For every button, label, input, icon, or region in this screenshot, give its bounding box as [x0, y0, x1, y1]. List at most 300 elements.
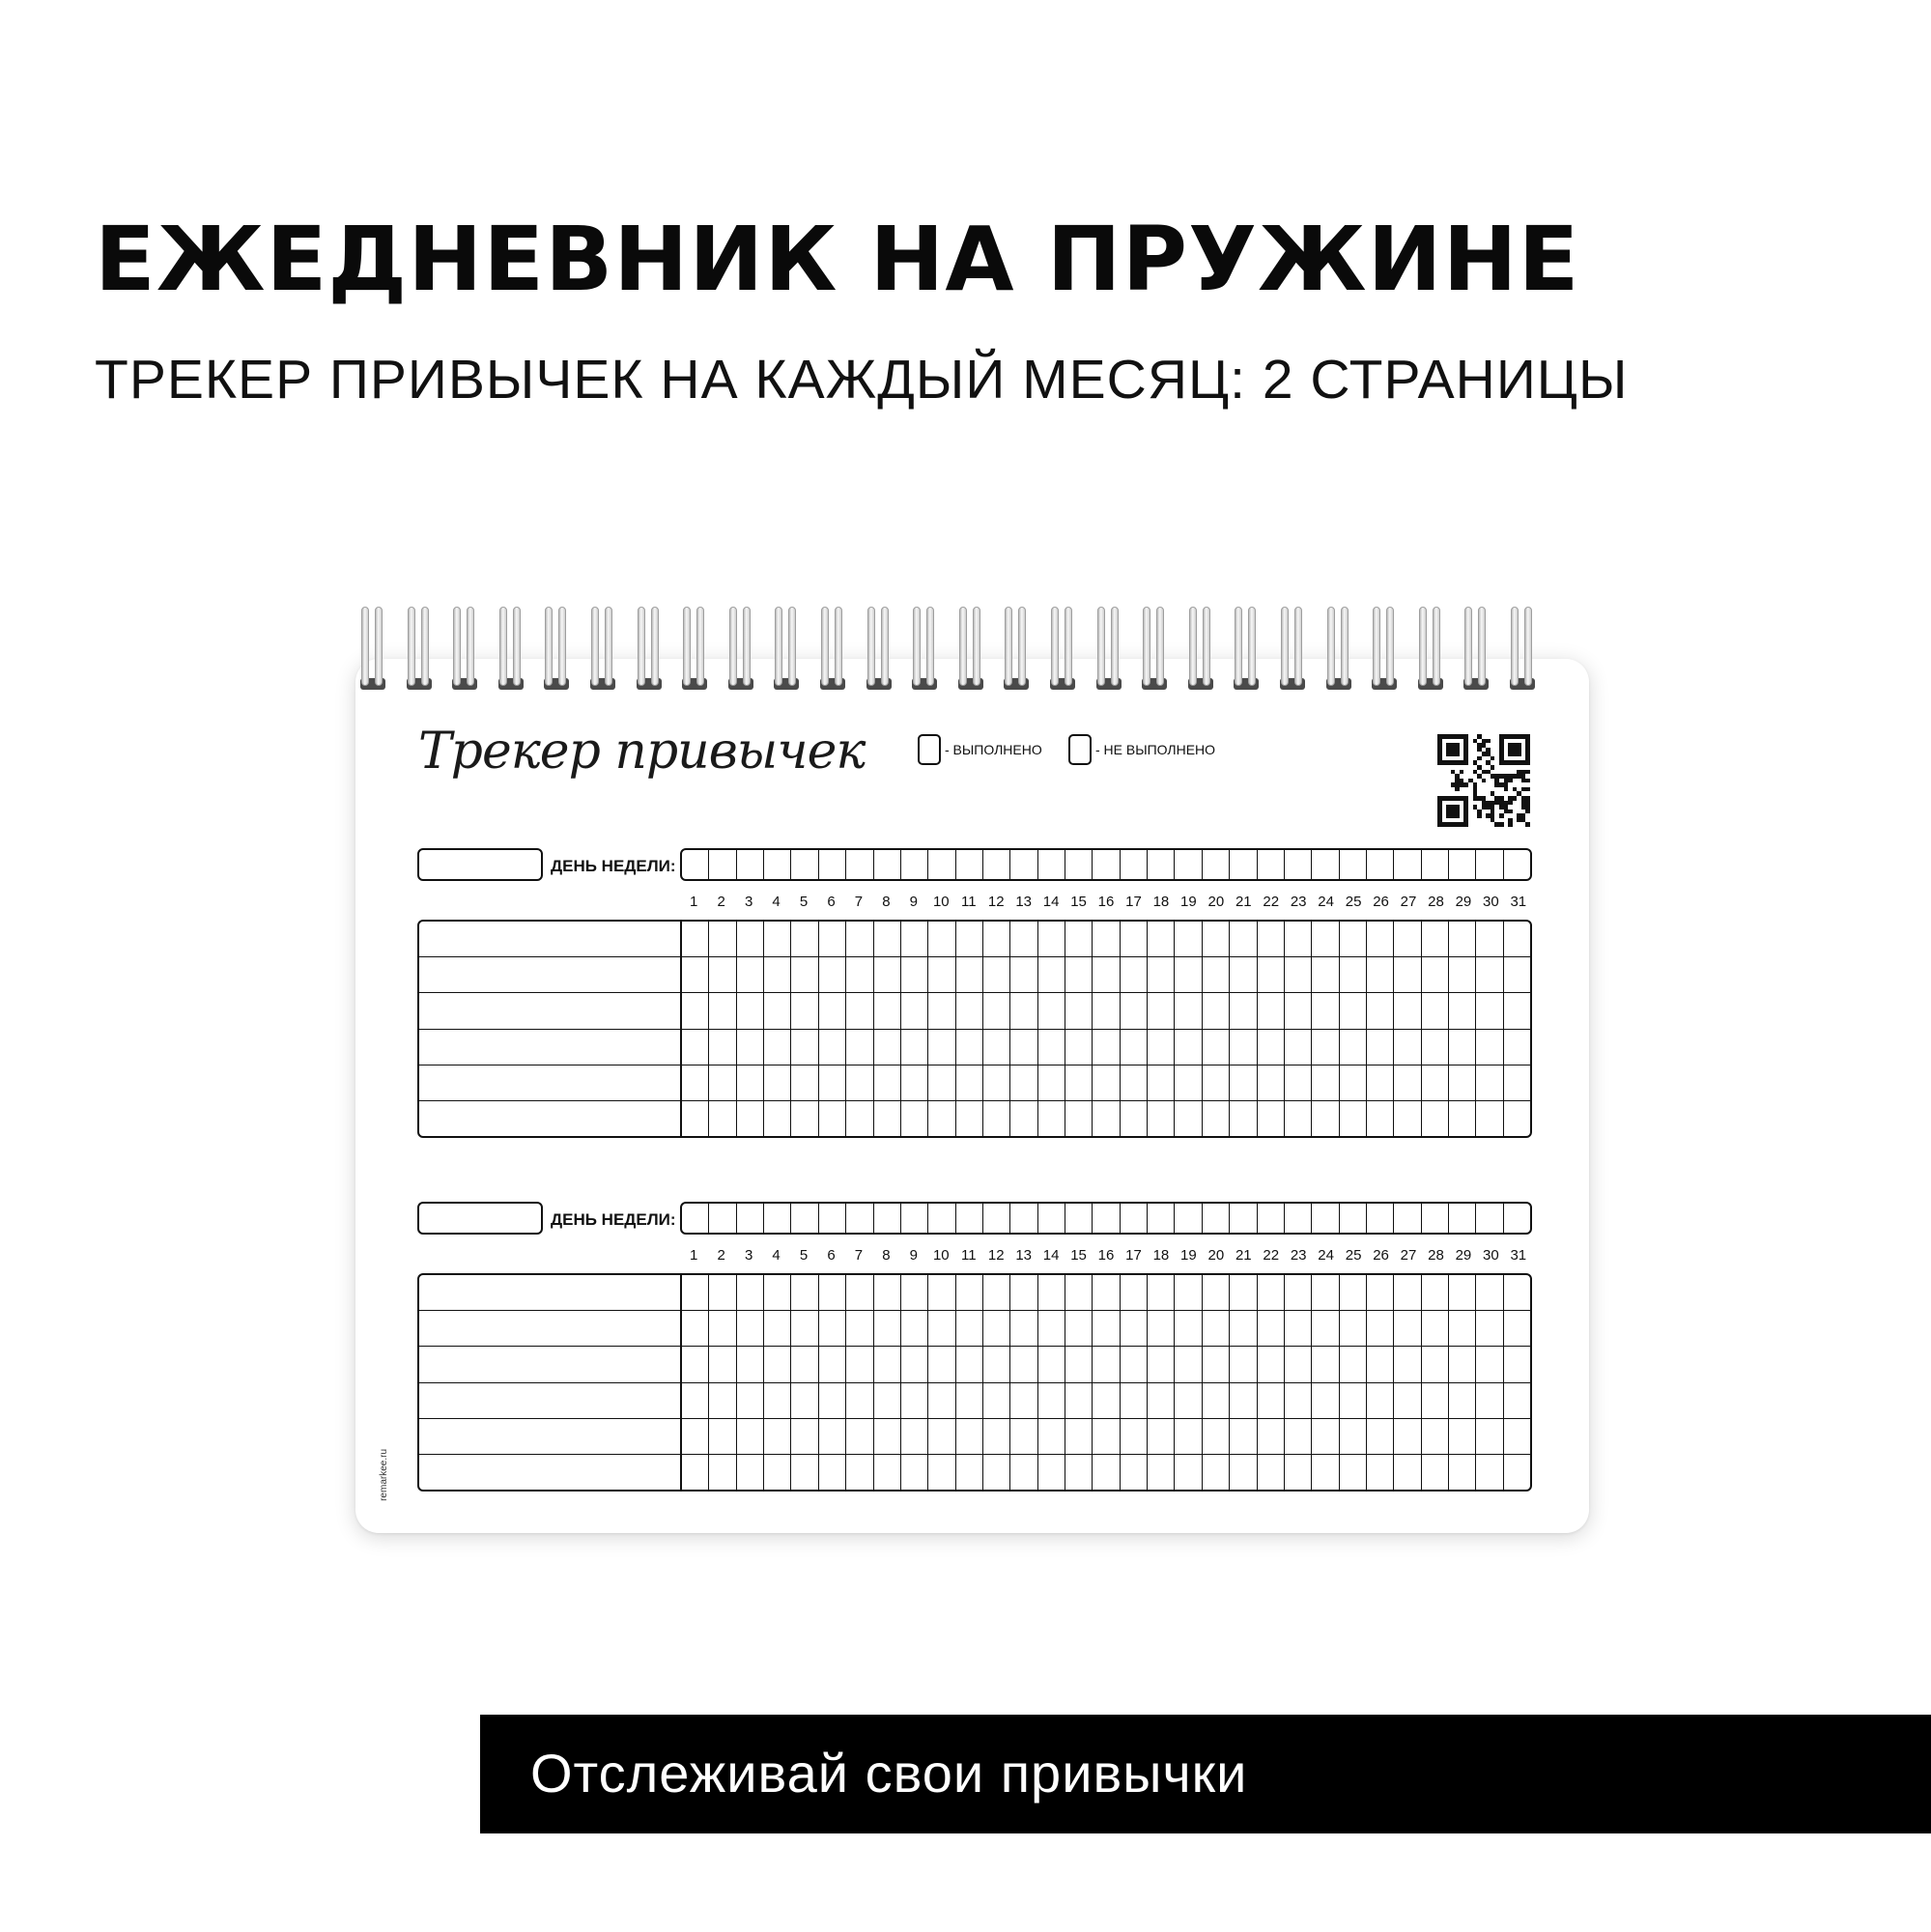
habit-day-cell[interactable] — [874, 1419, 901, 1454]
habit-day-cell[interactable] — [819, 922, 846, 956]
habit-day-cell[interactable] — [901, 993, 928, 1028]
weekday-cell[interactable] — [764, 1204, 791, 1233]
habit-day-cell[interactable] — [1230, 993, 1257, 1028]
habit-day-cell[interactable] — [764, 993, 791, 1028]
habit-day-cell[interactable] — [1093, 1101, 1120, 1136]
habit-day-cell[interactable] — [901, 922, 928, 956]
habit-day-cell[interactable] — [956, 1455, 983, 1490]
habit-day-cell[interactable] — [791, 1275, 818, 1310]
habit-day-cell[interactable] — [983, 1347, 1010, 1381]
habit-day-cell[interactable] — [709, 1030, 736, 1065]
habit-day-cell[interactable] — [1230, 1030, 1257, 1065]
habit-day-cell[interactable] — [1285, 922, 1312, 956]
habit-day-cell[interactable] — [983, 1101, 1010, 1136]
habit-day-cell[interactable] — [1340, 1065, 1367, 1100]
weekday-cell[interactable] — [928, 850, 955, 879]
habit-day-cell[interactable] — [791, 1347, 818, 1381]
habit-day-cell[interactable] — [737, 957, 764, 992]
habit-day-cell[interactable] — [1203, 1383, 1230, 1418]
habit-day-cell[interactable] — [709, 1419, 736, 1454]
habit-name-field[interactable] — [419, 922, 682, 956]
habit-day-cell[interactable] — [1258, 1311, 1285, 1346]
habit-day-cell[interactable] — [1367, 1347, 1394, 1381]
habit-day-cell[interactable] — [1504, 922, 1530, 956]
weekday-cell[interactable] — [1422, 850, 1449, 879]
habit-day-cell[interactable] — [1148, 1275, 1175, 1310]
habit-day-cell[interactable] — [1340, 1101, 1367, 1136]
habit-day-cell[interactable] — [1065, 957, 1093, 992]
habit-day-cell[interactable] — [1093, 1347, 1120, 1381]
habit-day-cell[interactable] — [846, 922, 873, 956]
habit-day-cell[interactable] — [1449, 1275, 1476, 1310]
habit-day-cell[interactable] — [956, 1275, 983, 1310]
habit-day-cell[interactable] — [1065, 1383, 1093, 1418]
habit-day-cell[interactable] — [1476, 1275, 1503, 1310]
habit-day-cell[interactable] — [1121, 922, 1148, 956]
habit-day-cell[interactable] — [1093, 1311, 1120, 1346]
weekday-cell[interactable] — [1065, 1204, 1093, 1233]
habit-day-cell[interactable] — [819, 1275, 846, 1310]
habit-day-cell[interactable] — [1148, 1455, 1175, 1490]
habit-day-cell[interactable] — [682, 1347, 709, 1381]
habit-day-cell[interactable] — [1230, 1065, 1257, 1100]
habit-day-cell[interactable] — [1175, 1065, 1202, 1100]
habit-day-cell[interactable] — [956, 1419, 983, 1454]
habit-day-cell[interactable] — [956, 1065, 983, 1100]
habit-day-cell[interactable] — [1449, 1030, 1476, 1065]
habit-day-cell[interactable] — [1010, 1311, 1037, 1346]
habit-day-cell[interactable] — [1065, 1311, 1093, 1346]
habit-day-cell[interactable] — [1065, 1065, 1093, 1100]
habit-day-cell[interactable] — [1285, 1455, 1312, 1490]
habit-day-cell[interactable] — [1038, 1275, 1065, 1310]
habit-day-cell[interactable] — [1422, 993, 1449, 1028]
habit-day-cell[interactable] — [1285, 1419, 1312, 1454]
weekday-cell[interactable] — [737, 1204, 764, 1233]
habit-day-cell[interactable] — [1312, 1419, 1339, 1454]
habit-day-cell[interactable] — [1285, 1065, 1312, 1100]
habit-day-cell[interactable] — [791, 1030, 818, 1065]
habit-day-cell[interactable] — [1504, 1275, 1530, 1310]
habit-day-cell[interactable] — [1203, 1419, 1230, 1454]
habit-day-cell[interactable] — [1148, 1030, 1175, 1065]
habit-day-cell[interactable] — [764, 1419, 791, 1454]
habit-day-cell[interactable] — [1449, 922, 1476, 956]
habit-day-cell[interactable] — [956, 1383, 983, 1418]
habit-day-cell[interactable] — [901, 1383, 928, 1418]
habit-day-cell[interactable] — [1504, 1311, 1530, 1346]
habit-day-cell[interactable] — [737, 1275, 764, 1310]
habit-day-cell[interactable] — [846, 1455, 873, 1490]
habit-day-cell[interactable] — [1394, 1275, 1421, 1310]
weekday-cell[interactable] — [1148, 1204, 1175, 1233]
habit-day-cell[interactable] — [928, 1419, 955, 1454]
habit-day-cell[interactable] — [1312, 1065, 1339, 1100]
habit-day-cell[interactable] — [1422, 1347, 1449, 1381]
habit-day-cell[interactable] — [1258, 993, 1285, 1028]
habit-day-cell[interactable] — [1093, 1030, 1120, 1065]
habit-day-cell[interactable] — [1230, 922, 1257, 956]
habit-day-cell[interactable] — [709, 922, 736, 956]
habit-day-cell[interactable] — [1449, 1347, 1476, 1381]
habit-day-cell[interactable] — [1367, 957, 1394, 992]
habit-day-cell[interactable] — [1394, 1030, 1421, 1065]
habit-day-cell[interactable] — [1504, 1455, 1530, 1490]
habit-day-cell[interactable] — [1148, 1347, 1175, 1381]
weekday-cell[interactable] — [1476, 1204, 1503, 1233]
habit-day-cell[interactable] — [1258, 1030, 1285, 1065]
weekday-cell[interactable] — [709, 1204, 736, 1233]
weekday-cell[interactable] — [983, 1204, 1010, 1233]
habit-day-cell[interactable] — [1422, 1275, 1449, 1310]
habit-day-cell[interactable] — [928, 957, 955, 992]
habit-day-cell[interactable] — [709, 1455, 736, 1490]
habit-day-cell[interactable] — [874, 1065, 901, 1100]
habit-day-cell[interactable] — [1203, 922, 1230, 956]
habit-day-cell[interactable] — [1258, 1065, 1285, 1100]
habit-day-cell[interactable] — [1394, 1455, 1421, 1490]
habit-day-cell[interactable] — [1230, 1275, 1257, 1310]
habit-day-cell[interactable] — [764, 1455, 791, 1490]
habit-day-cell[interactable] — [956, 1347, 983, 1381]
habit-day-cell[interactable] — [1394, 993, 1421, 1028]
habit-day-cell[interactable] — [1203, 1065, 1230, 1100]
habit-day-cell[interactable] — [1367, 993, 1394, 1028]
habit-day-cell[interactable] — [1504, 1419, 1530, 1454]
habit-day-cell[interactable] — [1010, 957, 1037, 992]
habit-day-cell[interactable] — [1038, 1455, 1065, 1490]
habit-day-cell[interactable] — [819, 1065, 846, 1100]
habit-day-cell[interactable] — [791, 1419, 818, 1454]
habit-day-cell[interactable] — [1121, 1383, 1148, 1418]
habit-day-cell[interactable] — [1148, 1311, 1175, 1346]
habit-day-cell[interactable] — [1148, 1419, 1175, 1454]
habit-day-cell[interactable] — [764, 1383, 791, 1418]
habit-day-cell[interactable] — [1422, 957, 1449, 992]
habit-day-cell[interactable] — [1175, 922, 1202, 956]
habit-day-cell[interactable] — [1148, 957, 1175, 992]
habit-day-cell[interactable] — [1367, 1455, 1394, 1490]
weekday-cell[interactable] — [901, 1204, 928, 1233]
habit-day-cell[interactable] — [1422, 1065, 1449, 1100]
weekday-cell[interactable] — [1065, 850, 1093, 879]
habit-day-cell[interactable] — [1121, 1101, 1148, 1136]
weekday-cell[interactable] — [1312, 850, 1339, 879]
habit-day-cell[interactable] — [1258, 1383, 1285, 1418]
habit-day-cell[interactable] — [1476, 1030, 1503, 1065]
habit-day-cell[interactable] — [1175, 1455, 1202, 1490]
habit-day-cell[interactable] — [901, 1275, 928, 1310]
habit-day-cell[interactable] — [1230, 1101, 1257, 1136]
habit-day-cell[interactable] — [1422, 1030, 1449, 1065]
habit-day-cell[interactable] — [737, 1101, 764, 1136]
habit-day-cell[interactable] — [846, 1383, 873, 1418]
habit-day-cell[interactable] — [846, 1347, 873, 1381]
habit-day-cell[interactable] — [874, 1311, 901, 1346]
habit-day-cell[interactable] — [737, 922, 764, 956]
habit-day-cell[interactable] — [928, 1383, 955, 1418]
habit-day-cell[interactable] — [709, 1101, 736, 1136]
habit-day-cell[interactable] — [983, 993, 1010, 1028]
habit-day-cell[interactable] — [1121, 993, 1148, 1028]
habit-day-cell[interactable] — [1038, 1347, 1065, 1381]
habit-day-cell[interactable] — [1093, 922, 1120, 956]
habit-day-cell[interactable] — [901, 1455, 928, 1490]
habit-day-cell[interactable] — [1476, 993, 1503, 1028]
habit-day-cell[interactable] — [1230, 1347, 1257, 1381]
habit-day-cell[interactable] — [928, 1030, 955, 1065]
habit-day-cell[interactable] — [1476, 1311, 1503, 1346]
month-field[interactable] — [417, 848, 543, 881]
weekday-cell[interactable] — [1121, 1204, 1148, 1233]
habit-day-cell[interactable] — [1285, 1347, 1312, 1381]
habit-day-cell[interactable] — [956, 922, 983, 956]
weekday-cell[interactable] — [874, 850, 901, 879]
habit-day-cell[interactable] — [1065, 1419, 1093, 1454]
habit-day-cell[interactable] — [1394, 1347, 1421, 1381]
habit-day-cell[interactable] — [1504, 1347, 1530, 1381]
habit-day-cell[interactable] — [1422, 1311, 1449, 1346]
habit-day-cell[interactable] — [1367, 1311, 1394, 1346]
habit-day-cell[interactable] — [901, 957, 928, 992]
habit-day-cell[interactable] — [846, 993, 873, 1028]
habit-day-cell[interactable] — [1175, 1311, 1202, 1346]
habit-name-field[interactable] — [419, 1347, 682, 1381]
weekday-cell[interactable] — [1285, 850, 1312, 879]
habit-day-cell[interactable] — [1367, 922, 1394, 956]
habit-day-cell[interactable] — [1504, 1101, 1530, 1136]
weekday-cell[interactable] — [1093, 1204, 1120, 1233]
habit-day-cell[interactable] — [1038, 922, 1065, 956]
habit-day-cell[interactable] — [901, 1347, 928, 1381]
habit-day-cell[interactable] — [1340, 1455, 1367, 1490]
habit-day-cell[interactable] — [928, 1101, 955, 1136]
habit-name-field[interactable] — [419, 1455, 682, 1490]
weekday-cell[interactable] — [709, 850, 736, 879]
habit-day-cell[interactable] — [1367, 1065, 1394, 1100]
habit-day-cell[interactable] — [1175, 1101, 1202, 1136]
habit-day-cell[interactable] — [1449, 1455, 1476, 1490]
habit-day-cell[interactable] — [1093, 1455, 1120, 1490]
weekday-cell[interactable] — [1175, 1204, 1202, 1233]
habit-day-cell[interactable] — [1312, 1275, 1339, 1310]
habit-day-cell[interactable] — [1504, 1065, 1530, 1100]
habit-day-cell[interactable] — [1504, 1030, 1530, 1065]
habit-day-cell[interactable] — [1504, 1383, 1530, 1418]
habit-day-cell[interactable] — [1203, 1030, 1230, 1065]
weekday-cell[interactable] — [874, 1204, 901, 1233]
habit-day-cell[interactable] — [1312, 993, 1339, 1028]
habit-day-cell[interactable] — [1285, 1275, 1312, 1310]
weekday-cell[interactable] — [1175, 850, 1202, 879]
habit-day-cell[interactable] — [1340, 993, 1367, 1028]
habit-day-cell[interactable] — [1476, 1347, 1503, 1381]
habit-day-cell[interactable] — [1065, 1347, 1093, 1381]
habit-day-cell[interactable] — [983, 1383, 1010, 1418]
habit-day-cell[interactable] — [791, 922, 818, 956]
habit-day-cell[interactable] — [1476, 1455, 1503, 1490]
habit-day-cell[interactable] — [1449, 1311, 1476, 1346]
habit-day-cell[interactable] — [737, 1065, 764, 1100]
habit-day-cell[interactable] — [764, 1347, 791, 1381]
habit-day-cell[interactable] — [819, 1383, 846, 1418]
habit-day-cell[interactable] — [874, 922, 901, 956]
habit-day-cell[interactable] — [1175, 1030, 1202, 1065]
habit-day-cell[interactable] — [1230, 1311, 1257, 1346]
habit-day-cell[interactable] — [1065, 1030, 1093, 1065]
weekday-cell[interactable] — [956, 850, 983, 879]
weekday-cell[interactable] — [1504, 850, 1530, 879]
habit-day-cell[interactable] — [1203, 1347, 1230, 1381]
weekday-cell[interactable] — [1394, 1204, 1421, 1233]
habit-day-cell[interactable] — [1175, 1419, 1202, 1454]
weekday-cell[interactable] — [1148, 850, 1175, 879]
habit-day-cell[interactable] — [1010, 1383, 1037, 1418]
habit-day-cell[interactable] — [1422, 922, 1449, 956]
weekday-cell[interactable] — [1010, 1204, 1037, 1233]
habit-day-cell[interactable] — [1422, 1101, 1449, 1136]
habit-day-cell[interactable] — [791, 1383, 818, 1418]
weekday-cell[interactable] — [1038, 1204, 1065, 1233]
habit-name-field[interactable] — [419, 1419, 682, 1454]
habit-day-cell[interactable] — [1065, 993, 1093, 1028]
habit-day-cell[interactable] — [1449, 1065, 1476, 1100]
habit-day-cell[interactable] — [1504, 993, 1530, 1028]
habit-day-cell[interactable] — [1476, 1419, 1503, 1454]
habit-day-cell[interactable] — [1010, 1275, 1037, 1310]
habit-day-cell[interactable] — [819, 993, 846, 1028]
habit-name-field[interactable] — [419, 993, 682, 1028]
habit-day-cell[interactable] — [764, 1101, 791, 1136]
habit-day-cell[interactable] — [1449, 993, 1476, 1028]
habit-day-cell[interactable] — [1093, 1419, 1120, 1454]
weekday-cell[interactable] — [1340, 850, 1367, 879]
habit-name-field[interactable] — [419, 1101, 682, 1136]
habit-day-cell[interactable] — [737, 1383, 764, 1418]
weekday-cell[interactable] — [1312, 1204, 1339, 1233]
habit-day-cell[interactable] — [737, 1419, 764, 1454]
habit-day-cell[interactable] — [1422, 1455, 1449, 1490]
habit-day-cell[interactable] — [1093, 957, 1120, 992]
habit-day-cell[interactable] — [1010, 922, 1037, 956]
habit-day-cell[interactable] — [791, 957, 818, 992]
habit-day-cell[interactable] — [1285, 1030, 1312, 1065]
weekday-cell[interactable] — [1422, 1204, 1449, 1233]
habit-day-cell[interactable] — [1148, 922, 1175, 956]
weekday-cell[interactable] — [1258, 850, 1285, 879]
weekday-cell[interactable] — [819, 850, 846, 879]
habit-day-cell[interactable] — [682, 1030, 709, 1065]
habit-day-cell[interactable] — [1340, 957, 1367, 992]
weekday-cell[interactable] — [737, 850, 764, 879]
habit-day-cell[interactable] — [1203, 1455, 1230, 1490]
habit-day-cell[interactable] — [1285, 1383, 1312, 1418]
habit-name-field[interactable] — [419, 1311, 682, 1346]
weekday-cell[interactable] — [1394, 850, 1421, 879]
habit-day-cell[interactable] — [1203, 1275, 1230, 1310]
habit-day-cell[interactable] — [1010, 1347, 1037, 1381]
habit-day-cell[interactable] — [737, 993, 764, 1028]
habit-day-cell[interactable] — [983, 1419, 1010, 1454]
habit-day-cell[interactable] — [874, 993, 901, 1028]
habit-day-cell[interactable] — [1422, 1383, 1449, 1418]
habit-day-cell[interactable] — [791, 1065, 818, 1100]
habit-day-cell[interactable] — [1258, 957, 1285, 992]
habit-day-cell[interactable] — [1093, 1065, 1120, 1100]
habit-day-cell[interactable] — [737, 1311, 764, 1346]
habit-day-cell[interactable] — [1367, 1275, 1394, 1310]
weekday-cell[interactable] — [846, 1204, 873, 1233]
habit-day-cell[interactable] — [983, 1275, 1010, 1310]
habit-day-cell[interactable] — [764, 922, 791, 956]
habit-day-cell[interactable] — [1476, 922, 1503, 956]
habit-day-cell[interactable] — [1449, 1419, 1476, 1454]
habit-day-cell[interactable] — [928, 922, 955, 956]
habit-day-cell[interactable] — [819, 1030, 846, 1065]
habit-day-cell[interactable] — [1148, 1383, 1175, 1418]
habit-day-cell[interactable] — [1504, 957, 1530, 992]
weekday-cell[interactable] — [1203, 1204, 1230, 1233]
habit-day-cell[interactable] — [1038, 1030, 1065, 1065]
weekday-cell[interactable] — [791, 1204, 818, 1233]
habit-name-field[interactable] — [419, 1383, 682, 1418]
habit-day-cell[interactable] — [1010, 993, 1037, 1028]
habit-name-field[interactable] — [419, 1275, 682, 1310]
habit-name-field[interactable] — [419, 957, 682, 992]
habit-day-cell[interactable] — [764, 1275, 791, 1310]
weekday-cell[interactable] — [1449, 850, 1476, 879]
habit-day-cell[interactable] — [819, 1419, 846, 1454]
habit-day-cell[interactable] — [983, 1455, 1010, 1490]
weekday-cell[interactable] — [791, 850, 818, 879]
habit-day-cell[interactable] — [874, 1383, 901, 1418]
habit-day-cell[interactable] — [819, 1311, 846, 1346]
habit-day-cell[interactable] — [709, 957, 736, 992]
habit-day-cell[interactable] — [1285, 993, 1312, 1028]
habit-day-cell[interactable] — [1312, 922, 1339, 956]
habit-day-cell[interactable] — [1121, 1065, 1148, 1100]
habit-day-cell[interactable] — [1394, 1383, 1421, 1418]
habit-day-cell[interactable] — [1203, 993, 1230, 1028]
habit-day-cell[interactable] — [709, 993, 736, 1028]
habit-day-cell[interactable] — [1010, 1455, 1037, 1490]
habit-day-cell[interactable] — [709, 1347, 736, 1381]
habit-day-cell[interactable] — [1285, 1101, 1312, 1136]
habit-day-cell[interactable] — [1121, 1347, 1148, 1381]
habit-name-field[interactable] — [419, 1030, 682, 1065]
weekday-cell[interactable] — [1285, 1204, 1312, 1233]
habit-day-cell[interactable] — [956, 993, 983, 1028]
habit-day-cell[interactable] — [928, 1311, 955, 1346]
habit-day-cell[interactable] — [901, 1065, 928, 1100]
weekday-cell[interactable] — [1010, 850, 1037, 879]
habit-day-cell[interactable] — [1121, 1419, 1148, 1454]
weekday-cell[interactable] — [983, 850, 1010, 879]
weekday-cell[interactable] — [682, 1204, 709, 1233]
habit-day-cell[interactable] — [682, 993, 709, 1028]
weekday-cell[interactable] — [1203, 850, 1230, 879]
habit-day-cell[interactable] — [682, 1383, 709, 1418]
habit-day-cell[interactable] — [764, 1065, 791, 1100]
habit-day-cell[interactable] — [928, 1347, 955, 1381]
habit-day-cell[interactable] — [1175, 1275, 1202, 1310]
habit-day-cell[interactable] — [1476, 1101, 1503, 1136]
habit-day-cell[interactable] — [1258, 1419, 1285, 1454]
habit-day-cell[interactable] — [1010, 1419, 1037, 1454]
habit-day-cell[interactable] — [1010, 1101, 1037, 1136]
habit-day-cell[interactable] — [1121, 1455, 1148, 1490]
habit-day-cell[interactable] — [901, 1101, 928, 1136]
